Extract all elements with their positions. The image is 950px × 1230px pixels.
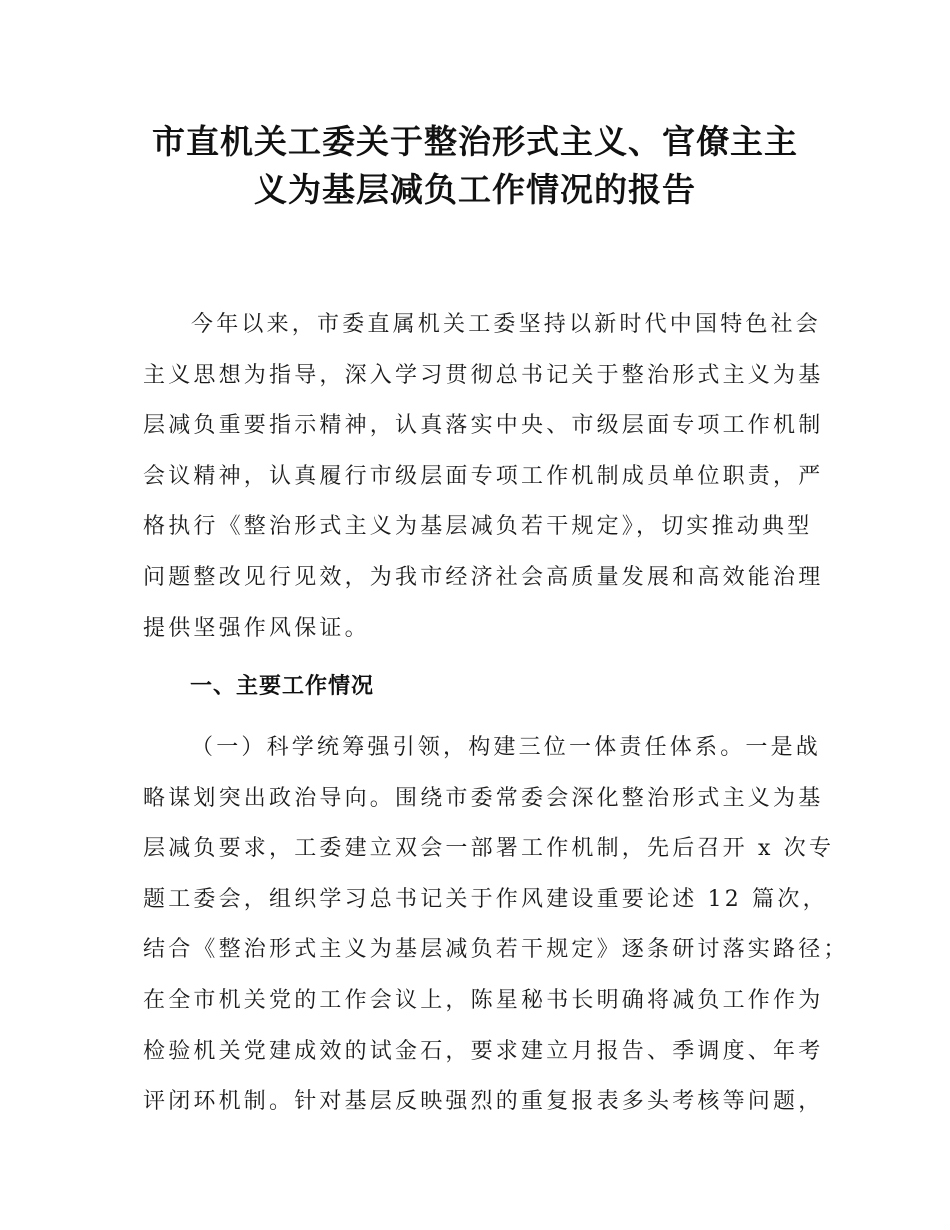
- paragraph-line: 提供坚强作风保证。: [143, 615, 370, 641]
- intro-paragraph: [143, 300, 823, 654]
- paragraph-line: 会议精神，认真履行市级层面专项工作机制成员单位职责，严: [143, 463, 824, 489]
- paragraph-line: 题工委会，组织学习总书记关于作风建设重要论述 12 篇次，: [143, 886, 828, 912]
- section-paragraph: [143, 723, 849, 1128]
- paragraph-line: 层减负重要指示精神，认真落实中央、市级层面专项工作机制: [143, 413, 824, 439]
- paragraph-line: 问题整改见行见效，为我市经济社会高质量发展和高效能治理: [143, 564, 824, 590]
- section-heading: 一、主要工作情况: [190, 674, 375, 699]
- paragraph-line: 层减负要求，工委建立双会一部署工作机制，先后召开 x 次专: [143, 836, 835, 862]
- title-line-1: 市直机关工委关于整治形式主义、官僚主主: [152, 122, 798, 161]
- paragraph-line: （一）科学统筹强引领，构建三位一体责任体系。一是战: [191, 735, 822, 760]
- paragraph-line: 略谋划突出政治导向。围绕市委常委会深化整治形式主义为基: [143, 785, 824, 811]
- paragraph-line: 检验机关党建成效的试金石，要求建立月报告、季调度、年考: [143, 1038, 824, 1064]
- paragraph-line: 主义思想为指导，深入学习贯彻总书记关于整治形式主义为基: [143, 362, 824, 388]
- paragraph-line: 结合《整治形式主义为基层减负若干规定》逐条研讨落实路径；: [143, 937, 849, 963]
- paragraph-line: 今年以来，市委直属机关工委坚持以新时代中国特色社会: [191, 312, 822, 337]
- title-line-2: 义为基层减负工作情况的报告: [254, 170, 696, 209]
- paragraph-line: 在全市机关党的工作会议上，陈星秘书长明确将减负工作作为: [143, 987, 824, 1013]
- paragraph-line: 格执行《整治形式主义为基层减负若干规定》，切实推动典型: [143, 514, 813, 540]
- paragraph-line: 评闭环机制。针对基层反映强烈的重复报表多头考核等问题，: [143, 1089, 824, 1115]
- document-title: [100, 118, 850, 214]
